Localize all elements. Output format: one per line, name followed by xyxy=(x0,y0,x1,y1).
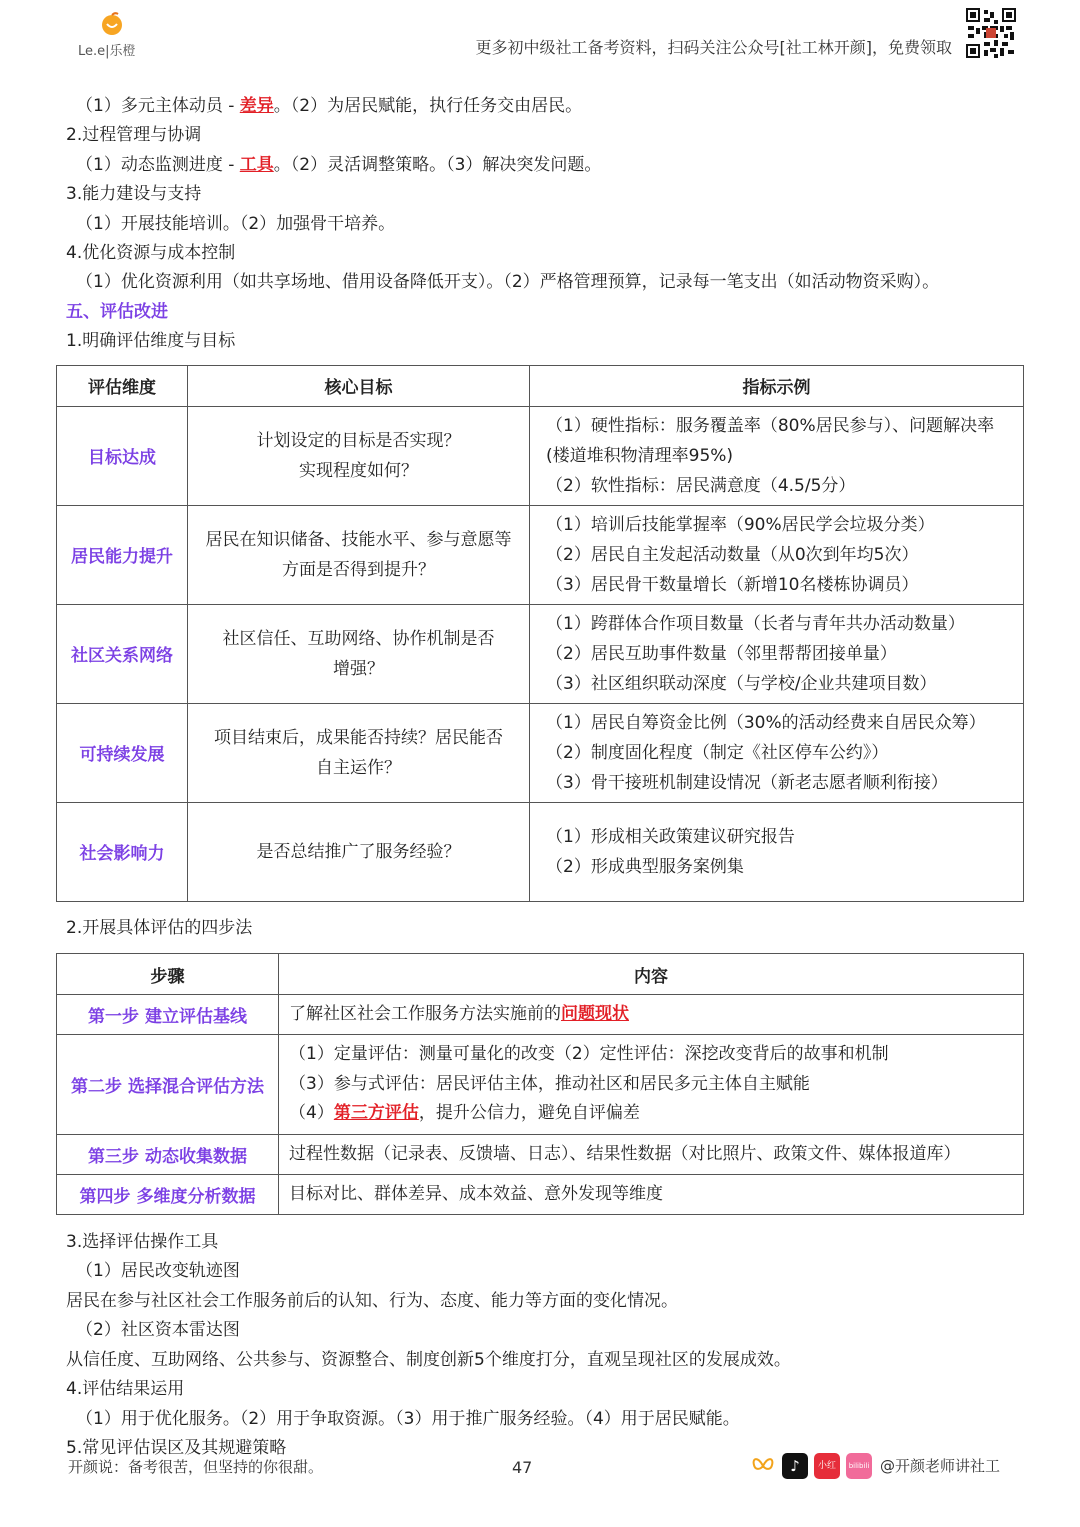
indicator-cell: （1）居民自筹资金比例（30%的活动经费来自居民众筹） （2）制度固化程度（制定《社区停车公约》） （3）骨干接班机制建设情况（新老志愿者顺利衔接） xyxy=(530,703,1024,802)
highlight-keyword: 差异 xyxy=(239,96,274,116)
logo xyxy=(76,12,156,58)
column-header: 步骤 xyxy=(57,954,279,995)
table-row xyxy=(57,1035,1024,1135)
text-line: 从信任度、互助网络、公共参与、资源整合、制度创新5个维度打分，直观呈现社区的发展成效。 xyxy=(66,1349,791,1370)
dimension-cell: 居民能力提升 xyxy=(57,505,188,604)
table-row xyxy=(57,703,1024,802)
column-header: 内容 xyxy=(279,954,1024,995)
text-line: （2）社区资本雷达图 xyxy=(76,1320,240,1341)
evaluation-dimensions-table xyxy=(56,365,1024,902)
content-cell: 了解社区社会工作服务方法实施前的问题现状 xyxy=(279,995,1024,1035)
subheading: 1.明确评估维度与目标 xyxy=(66,331,236,352)
indicator-cell: （1）硬性指标：服务覆盖率（80%居民参与）、问题解决率 (楼道堆积物清理率95%) （2）软性指标：居民满意度（4.5/5分） xyxy=(530,406,1024,505)
text-line: （1）开展技能培训。（2）加强骨干培养。 xyxy=(76,213,396,234)
text-line: （1）用于优化服务。（2）用于争取资源。（3）用于推广服务经验。（4）用于居民赋能。 xyxy=(76,1408,740,1429)
subheading: 2.过程管理与协调 xyxy=(66,125,202,146)
tiktok-icon[interactable]: ♪ xyxy=(782,1453,808,1479)
goal-cell: 计划设定的目标是否实现？ 实现程度如何？ xyxy=(188,406,530,505)
table-header-row xyxy=(57,954,1024,995)
highlight-keyword: 第三方评估 xyxy=(333,1103,419,1124)
content-cell: 目标对比、群体差异、成本效益、意外发现等维度 xyxy=(279,1175,1024,1215)
indicator-cell: （1）培训后技能掌握率（90%居民学会垃圾分类） （2）居民自主发起活动数量（从0次到年均5次） （3）居民骨干数量增长（新增10名楼栋协调员） xyxy=(530,505,1024,604)
logo-mark-icon xyxy=(98,12,126,36)
table-row xyxy=(57,1175,1024,1215)
page-number: 47 xyxy=(512,1458,533,1477)
column-header: 指标示例 xyxy=(530,365,1024,406)
section-heading: 五、评估改进 xyxy=(66,301,168,322)
social-links xyxy=(752,1450,1022,1497)
content-cell: （1）定量评估：测量可量化的改变（2）定性评估：深挖改变背后的故事和机制 （3）参与式评估：居民评估主体，推动社区和居民多元主体自主赋能 （4）第三方评估，提升公信力，避免自评偏差 xyxy=(279,1035,1024,1135)
subheading: 4.评估结果运用 xyxy=(66,1379,185,1400)
column-header: 核心目标 xyxy=(188,365,530,406)
subheading: 3.选择评估操作工具 xyxy=(66,1232,219,1253)
dimension-cell: 社区关系网络 xyxy=(57,604,188,703)
column-header: 评估维度 xyxy=(57,365,188,406)
table-row xyxy=(57,802,1024,901)
table-row xyxy=(57,995,1024,1035)
indicator-cell: （1）形成相关政策建议研究报告 （2）形成典型服务案例集 xyxy=(530,802,1024,901)
subheading: 4.优化资源与成本控制 xyxy=(66,243,236,264)
indicator-cell: （1）跨群体合作项目数量（长者与青年共办活动数量） （2）居民互助事件数量（邻里帮帮团接单量） （3）社区组织联动深度（与学校/企业共建项目数） xyxy=(530,604,1024,703)
subheading: 2.开展具体评估的四步法 xyxy=(66,917,253,938)
header-promo: 更多初中级社工备考资料，扫码关注公众号[社工林开颜]，免费领取 xyxy=(475,38,952,57)
dimension-cell: 可持续发展 xyxy=(57,703,188,802)
text-line: （1）多元主体动员 - 差异。（2）为居民赋能，执行任务交由居民。 xyxy=(76,96,583,116)
qr-code-icon xyxy=(966,8,1016,58)
goal-cell: 是否总结推广了服务经验？ xyxy=(188,802,530,901)
goal-cell: 居民在知识储备、技能水平、参与意愿等 方面是否得到提升？ xyxy=(188,505,530,604)
table-row xyxy=(57,406,1024,505)
highlight-keyword: 工具 xyxy=(239,154,274,175)
goal-cell: 社区信任、互助网络、协作机制是否 增强？ xyxy=(188,604,530,703)
text-line: （1）动态监测进度 - 工具。（2）灵活调整策略。（3）解决突发问题。 xyxy=(76,154,602,175)
xiaohongshu-icon[interactable]: 小红书 xyxy=(814,1453,840,1479)
step-cell: 第二步 选择混合评估方法 xyxy=(57,1035,279,1135)
text-line: 居民在参与社区社会工作服务前后的认知、行为、态度、能力等方面的变化情况。 xyxy=(66,1290,678,1311)
text-line: （1）居民改变轨迹图 xyxy=(76,1261,240,1282)
table-row xyxy=(57,1135,1024,1175)
subheading: 3.能力建设与支持 xyxy=(66,184,202,205)
goal-cell: 项目结束后，成果能否持续？居民能否 自主运作？ xyxy=(188,703,530,802)
content-cell: 过程性数据（记录表、反馈墙、日志）、结果性数据（对比照片、政策文件、媒体报道库） xyxy=(279,1135,1024,1175)
bilibili-icon[interactable]: bilibili xyxy=(846,1453,872,1479)
author-handle: @开颜老师讲社工 xyxy=(880,1457,1001,1475)
subheading: 5.常见评估误区及其规避策略 xyxy=(66,1437,287,1458)
table-row xyxy=(57,604,1024,703)
page-header xyxy=(0,0,1080,64)
dimension-cell: 目标达成 xyxy=(57,406,188,505)
step-cell: 第三步 动态收集数据 xyxy=(57,1135,279,1175)
text-line: （1）优化资源利用（如共享场地、借用设备降低开支）。（2）严格管理预算，记录每一笔支出（如活动物资采购）。 xyxy=(76,272,940,293)
highlight-keyword: 问题现状 xyxy=(561,1003,629,1024)
dimension-cell: 社会影响力 xyxy=(57,802,188,901)
table-header-row xyxy=(57,365,1024,406)
four-step-table xyxy=(56,953,1024,1215)
butterfly-icon xyxy=(752,1456,774,1476)
table-row xyxy=(57,505,1024,604)
page-content xyxy=(66,92,1026,1463)
step-cell: 第四步 多维度分析数据 xyxy=(57,1175,279,1215)
step-cell: 第一步 建立评估基线 xyxy=(57,995,279,1035)
logo-text: Le.e|乐橙 xyxy=(78,44,136,59)
footer-slogan: 开颜说：备考很苦，但坚持的你很甜。 xyxy=(68,1458,324,1476)
